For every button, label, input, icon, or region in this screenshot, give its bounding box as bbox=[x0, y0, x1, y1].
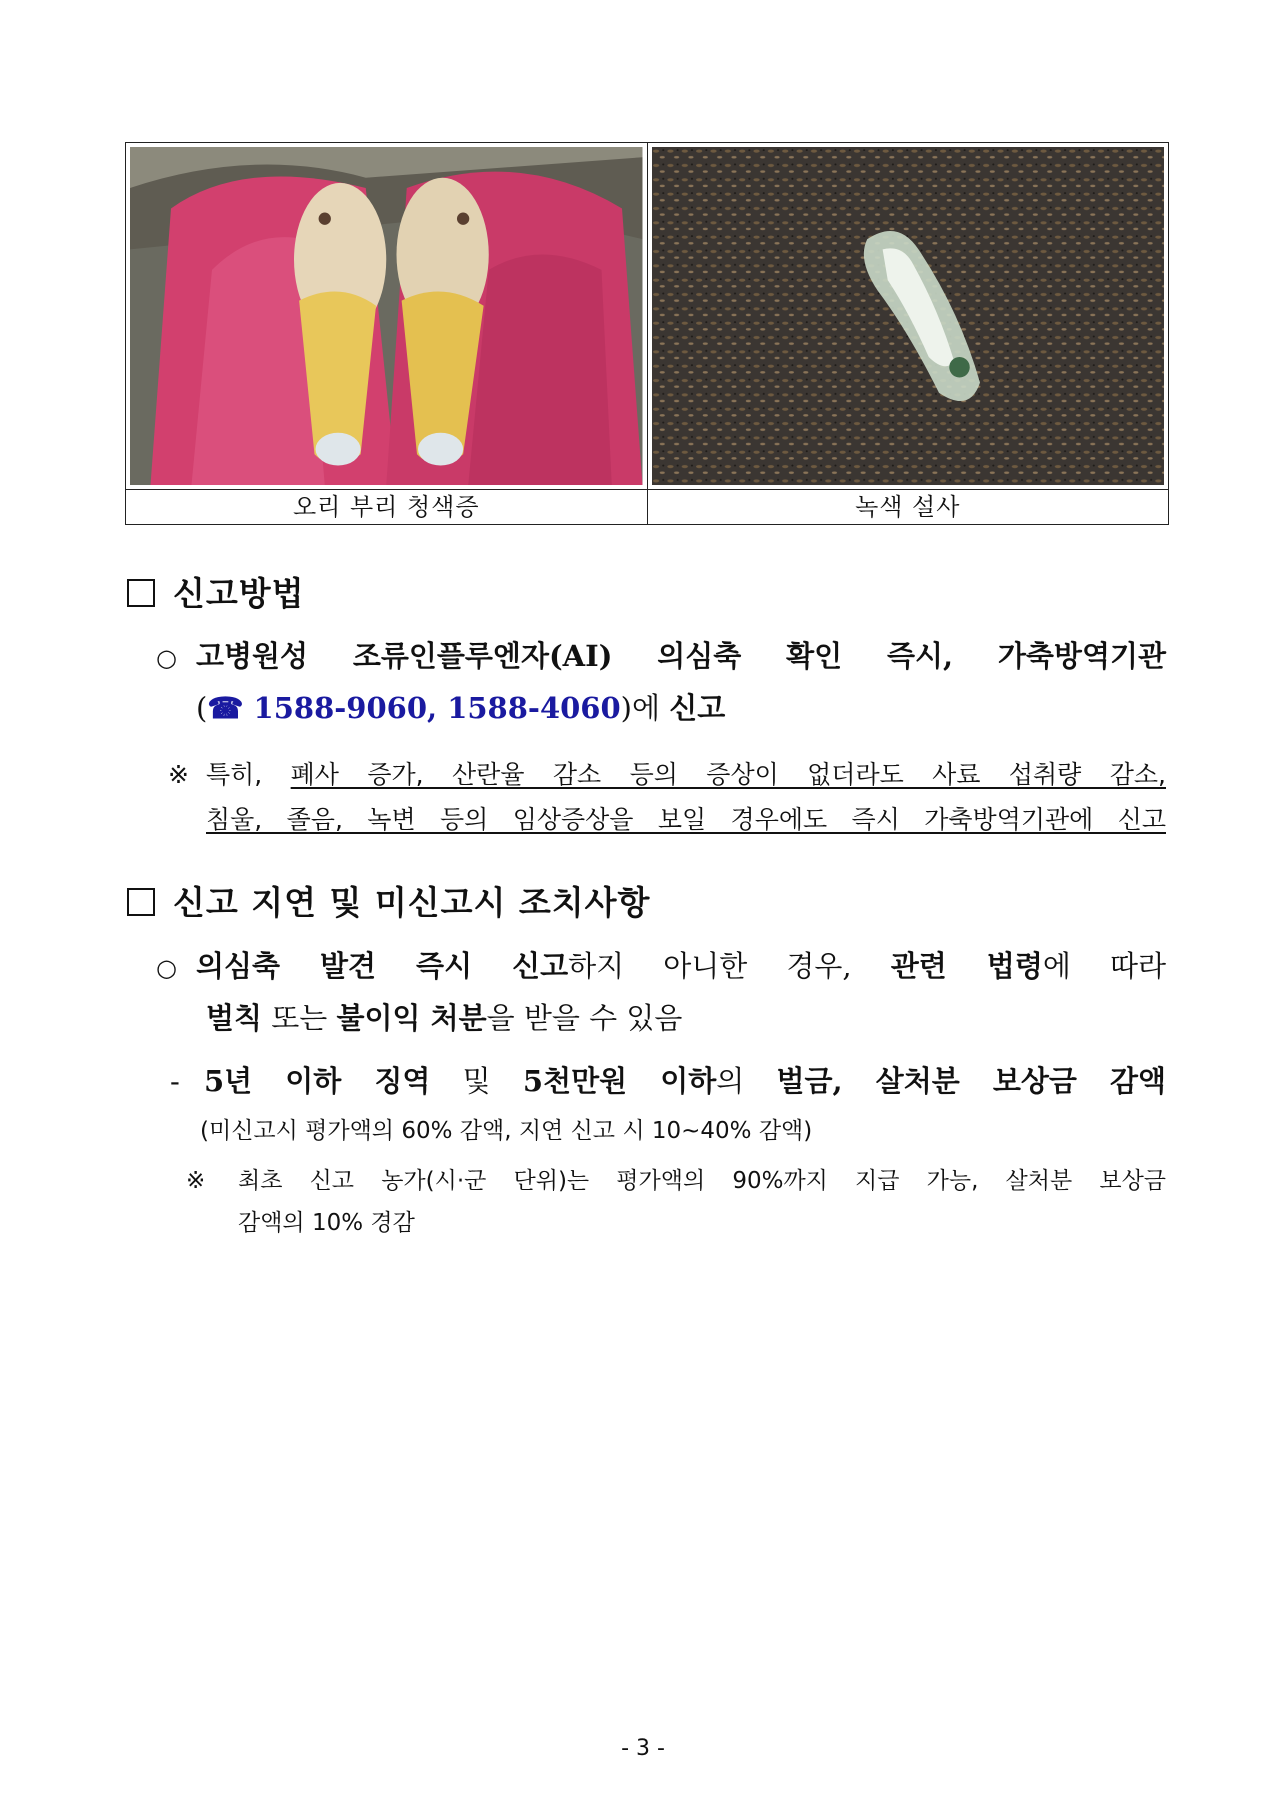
text-if-not: 하지 아니한 경우, bbox=[568, 949, 891, 983]
paren-close: )에 bbox=[620, 691, 670, 725]
text-of: 의 bbox=[716, 1064, 777, 1098]
measures-line1 bbox=[156, 940, 1166, 994]
bold-fine-compensation: 벌금, 살처분 보상금 감액 bbox=[776, 1064, 1166, 1098]
note-2-line2: 감액의 10% 경감 bbox=[238, 1210, 415, 1236]
note-2-text-1: 최초 신고 농가(시·군 단위)는 평가액의 90%까지 지급 가능, 살처분 보상금 bbox=[238, 1168, 1166, 1194]
photo-cell-right bbox=[647, 143, 1169, 490]
report-method-line1 bbox=[156, 630, 1166, 684]
section-heading-delay-measures bbox=[127, 877, 650, 924]
note-mark: ※ bbox=[168, 760, 189, 789]
photo-table bbox=[125, 142, 1169, 525]
heading-text: 신고방법 bbox=[173, 574, 305, 613]
note-1-line1 bbox=[168, 752, 1166, 797]
duck-beak-photo bbox=[130, 147, 643, 485]
phone-icon: ☎ bbox=[207, 691, 244, 725]
text-or: 또는 bbox=[262, 1001, 337, 1035]
bold-fine-amount: 5천만원 이하 bbox=[522, 1064, 717, 1098]
penalty-line bbox=[170, 1055, 1166, 1107]
section-heading-report-method bbox=[127, 568, 305, 615]
bold-related-law: 관련 법령 bbox=[890, 949, 1043, 983]
note-text-a: 특히, bbox=[206, 760, 291, 789]
paren-open: ( bbox=[196, 691, 208, 725]
note-2-line1 bbox=[186, 1160, 1166, 1202]
measures-line2 bbox=[206, 992, 1166, 1044]
bold-prison: 5년 이하 징역 bbox=[204, 1064, 431, 1098]
bold-disadvantage: 불이익 처분 bbox=[336, 1001, 487, 1035]
phone-numbers: 1588-9060, 1588-4060 bbox=[243, 691, 621, 725]
penalty-sub-note: (미신고시 평가액의 60% 감액, 지연 신고 시 10∼40% 감액) bbox=[200, 1118, 813, 1144]
report-method-text: 고병원성 조류인플루엔자(AI) 의심축 확인 즉시, 가축방역기관 bbox=[196, 639, 1166, 673]
report-method-line2 bbox=[196, 682, 1166, 734]
heading-text: 신고 지연 및 미신고시 조치사항 bbox=[173, 883, 651, 922]
text-may-receive: 을 받을 수 있음 bbox=[486, 1001, 683, 1035]
dash-bullet: - bbox=[170, 1064, 180, 1098]
bullet-circle-icon: ○ bbox=[156, 954, 177, 982]
bold-immediate-report: 의심축 발견 즉시 신고 bbox=[196, 949, 569, 983]
text-according: 에 따라 bbox=[1042, 949, 1167, 983]
photo-cell-left bbox=[126, 143, 648, 490]
text-and: 및 bbox=[430, 1064, 523, 1098]
note-mark: ※ bbox=[186, 1168, 206, 1194]
note-text-underlined-1: 폐사 증가, 산란율 감소 등의 증상이 없더라도 사료 섭취량 감소, bbox=[290, 760, 1166, 789]
checkbox-square-icon bbox=[127, 888, 155, 916]
caption-left: 오리 부리 청색증 bbox=[126, 490, 648, 525]
caption-right: 녹색 설사 bbox=[647, 490, 1169, 525]
page-number: - 3 - bbox=[621, 1736, 665, 1761]
bold-penalty: 벌칙 bbox=[206, 1001, 263, 1035]
green-diarrhea-photo bbox=[652, 147, 1165, 485]
checkbox-square-icon bbox=[127, 579, 155, 607]
report-bold: 신고 bbox=[669, 691, 726, 725]
bullet-circle-icon: ○ bbox=[156, 644, 177, 672]
note-text-underlined-2: 침울, 졸음, 녹변 등의 임상증상을 보일 경우에도 즉시 가축방역기관에 신고 bbox=[206, 805, 1166, 834]
note-1-line2 bbox=[206, 797, 1166, 842]
